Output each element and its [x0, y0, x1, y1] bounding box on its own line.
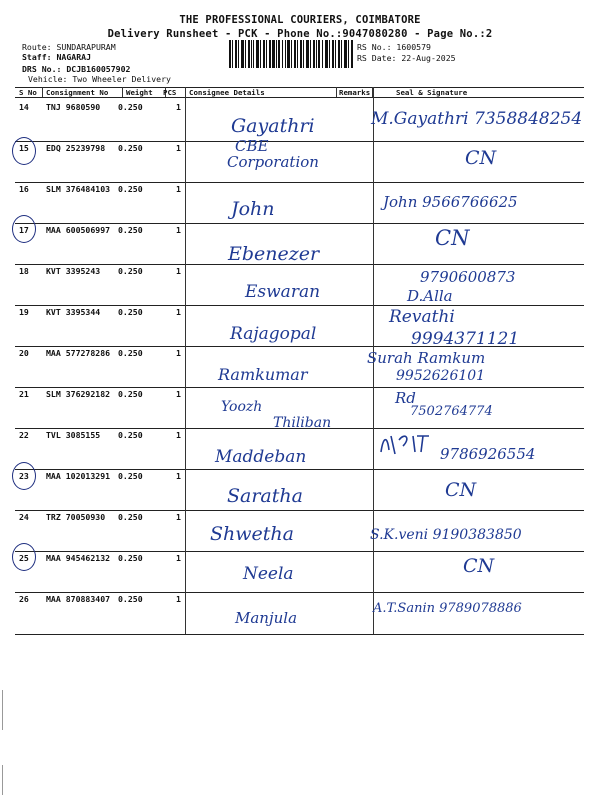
- row-serial-number: 14: [19, 102, 29, 112]
- vehicle-text: Vehicle: Two Wheeler Delivery: [28, 74, 171, 84]
- row-weight: 0.250: [118, 553, 143, 563]
- handwritten-signature: CN: [445, 479, 477, 501]
- runsheet-subtitle: Delivery Runsheet - PCK - Phone No.:9047080280 - Page No.:2: [107, 28, 493, 40]
- handwritten-consignee: Eswaran: [245, 282, 321, 302]
- handwritten-signature: Surah Ramkum: [367, 349, 486, 367]
- row-consignment-number: EDQ 25239798: [46, 143, 106, 153]
- row-consignment-number: TNJ 9680590: [46, 102, 101, 112]
- row-weight: 0.250: [118, 348, 143, 358]
- row-weight: 0.250: [118, 184, 143, 194]
- pen-circle-mark: [12, 543, 36, 571]
- handwritten-signature: CN: [463, 555, 495, 577]
- row-weight: 0.250: [118, 594, 143, 604]
- col-pcs: PCS: [163, 88, 177, 97]
- row-serial-number: 17: [19, 225, 29, 235]
- row-serial-number: 18: [19, 266, 29, 276]
- col-seal-signature: Seal & Signature: [396, 88, 468, 97]
- handwritten-consignee: CBE: [235, 137, 269, 155]
- rs-date: RS Date: 22-Aug-2025: [357, 53, 456, 63]
- col-consignment: Consignment No: [46, 88, 109, 97]
- row-consignment-number: SLM 376484103: [46, 184, 111, 194]
- row-pieces: 1: [176, 389, 181, 399]
- col-consignee: Consignee Details: [189, 88, 265, 97]
- row-pieces: 1: [176, 307, 181, 317]
- row-weight: 0.250: [118, 266, 143, 276]
- handwritten-signature: CN: [465, 147, 497, 169]
- row-weight: 0.250: [118, 430, 143, 440]
- handwritten-signature: Revathi: [389, 307, 455, 327]
- row-serial-number: 16: [19, 184, 29, 194]
- handwritten-consignee: Ebenezer: [228, 243, 320, 265]
- handwritten-scribble: [377, 430, 443, 458]
- handwritten-signature: A.T.Sanin 9789078886: [373, 601, 522, 616]
- drs-number: DRS No.: DCJB160057902: [22, 64, 131, 74]
- col-sno: S No: [19, 88, 37, 97]
- row-serial-number: 24: [19, 512, 29, 522]
- row-pieces: 1: [176, 471, 181, 481]
- row-consignment-number: MAA 945462132: [46, 553, 111, 563]
- row-pieces: 1: [176, 512, 181, 522]
- row-consignment-number: MAA 600506997: [46, 225, 111, 235]
- handwritten-consignee: John: [231, 198, 275, 220]
- handwritten-consignee: Manjula: [235, 609, 298, 627]
- row-serial-number: 25: [19, 553, 29, 563]
- handwritten-consignee: Maddeban: [215, 447, 307, 467]
- handwritten-signature: Rd: [395, 389, 416, 407]
- handwritten-consignee: Rajagopal: [230, 324, 317, 344]
- row-weight: 0.250: [118, 471, 143, 481]
- row-pieces: 1: [176, 102, 181, 112]
- row-pieces: 1: [176, 348, 181, 358]
- row-weight: 0.250: [118, 102, 143, 112]
- row-pieces: 1: [176, 143, 181, 153]
- staff-text: Staff: NAGARAJ: [22, 52, 92, 62]
- row-weight: 0.250: [118, 225, 143, 235]
- col-weight: Weight: [126, 88, 153, 97]
- handwritten-signature: S.K.veni 9190383850: [370, 527, 522, 543]
- handwritten-signature: M.Gayathri 7358848254: [371, 109, 583, 129]
- company-title: THE PROFESSIONAL COURIERS, COIMBATORE: [179, 14, 421, 26]
- handwritten-signature: 9786926554: [440, 445, 536, 463]
- handwritten-consignee: Shwetha: [210, 523, 294, 545]
- handwritten-signature: John 9566766625: [383, 193, 518, 211]
- handwritten-consignee: Corporation: [227, 153, 319, 171]
- pen-circle-mark: [12, 215, 36, 243]
- row-consignment-number: TRZ 70050930: [46, 512, 106, 522]
- handwritten-consignee: Gayathri: [231, 115, 315, 137]
- row-serial-number: 26: [19, 594, 29, 604]
- runsheet-table: [15, 87, 584, 635]
- handwritten-consignee: Yoozh: [221, 399, 263, 415]
- pen-circle-mark: [12, 137, 36, 165]
- row-serial-number: 20: [19, 348, 29, 358]
- row-consignment-number: MAA 102013291: [46, 471, 111, 481]
- col-remarks: Remarks: [339, 88, 371, 97]
- handwritten-signature: 9790600873: [420, 268, 516, 286]
- row-weight: 0.250: [118, 143, 143, 153]
- row-serial-number: 22: [19, 430, 29, 440]
- row-pieces: 1: [176, 553, 181, 563]
- row-weight: 0.250: [118, 389, 143, 399]
- scan-edge-mark: [2, 690, 3, 730]
- handwritten-consignee: Saratha: [227, 485, 303, 507]
- row-serial-number: 15: [19, 143, 29, 153]
- row-consignment-number: MAA 577278286: [46, 348, 111, 358]
- row-consignment-number: SLM 376292182: [46, 389, 111, 399]
- row-consignment-number: MAA 870883407: [46, 594, 111, 604]
- row-serial-number: 21: [19, 389, 29, 399]
- handwritten-signature: CN: [435, 226, 470, 250]
- row-pieces: 1: [176, 430, 181, 440]
- row-weight: 0.250: [118, 512, 143, 522]
- row-consignment-number: KVT 3395243: [46, 266, 101, 276]
- row-pieces: 1: [176, 594, 181, 604]
- handwritten-signature: 9994371121: [411, 329, 520, 349]
- row-pieces: 1: [176, 184, 181, 194]
- row-serial-number: 23: [19, 471, 29, 481]
- handwritten-consignee: Neela: [243, 564, 294, 584]
- barcode-image: [229, 40, 353, 68]
- handwritten-signature: 9952626101: [396, 368, 486, 384]
- handwritten-consignee: Thiliban: [273, 415, 332, 431]
- rs-number: RS No.: 1600579: [357, 42, 431, 52]
- row-weight: 0.250: [118, 307, 143, 317]
- scan-edge-mark: [2, 765, 3, 795]
- handwritten-signature: D.Alla: [407, 287, 453, 305]
- row-consignment-number: KVT 3395344: [46, 307, 101, 317]
- row-pieces: 1: [176, 266, 181, 276]
- row-pieces: 1: [176, 225, 181, 235]
- row-serial-number: 19: [19, 307, 29, 317]
- handwritten-consignee: Ramkumar: [218, 365, 308, 384]
- pen-circle-mark: [12, 462, 36, 490]
- route-text: Route: SUNDARAPURAM: [22, 42, 116, 52]
- row-consignment-number: TVL 3085155: [46, 430, 101, 440]
- handwritten-signature: 7502764774: [410, 404, 493, 419]
